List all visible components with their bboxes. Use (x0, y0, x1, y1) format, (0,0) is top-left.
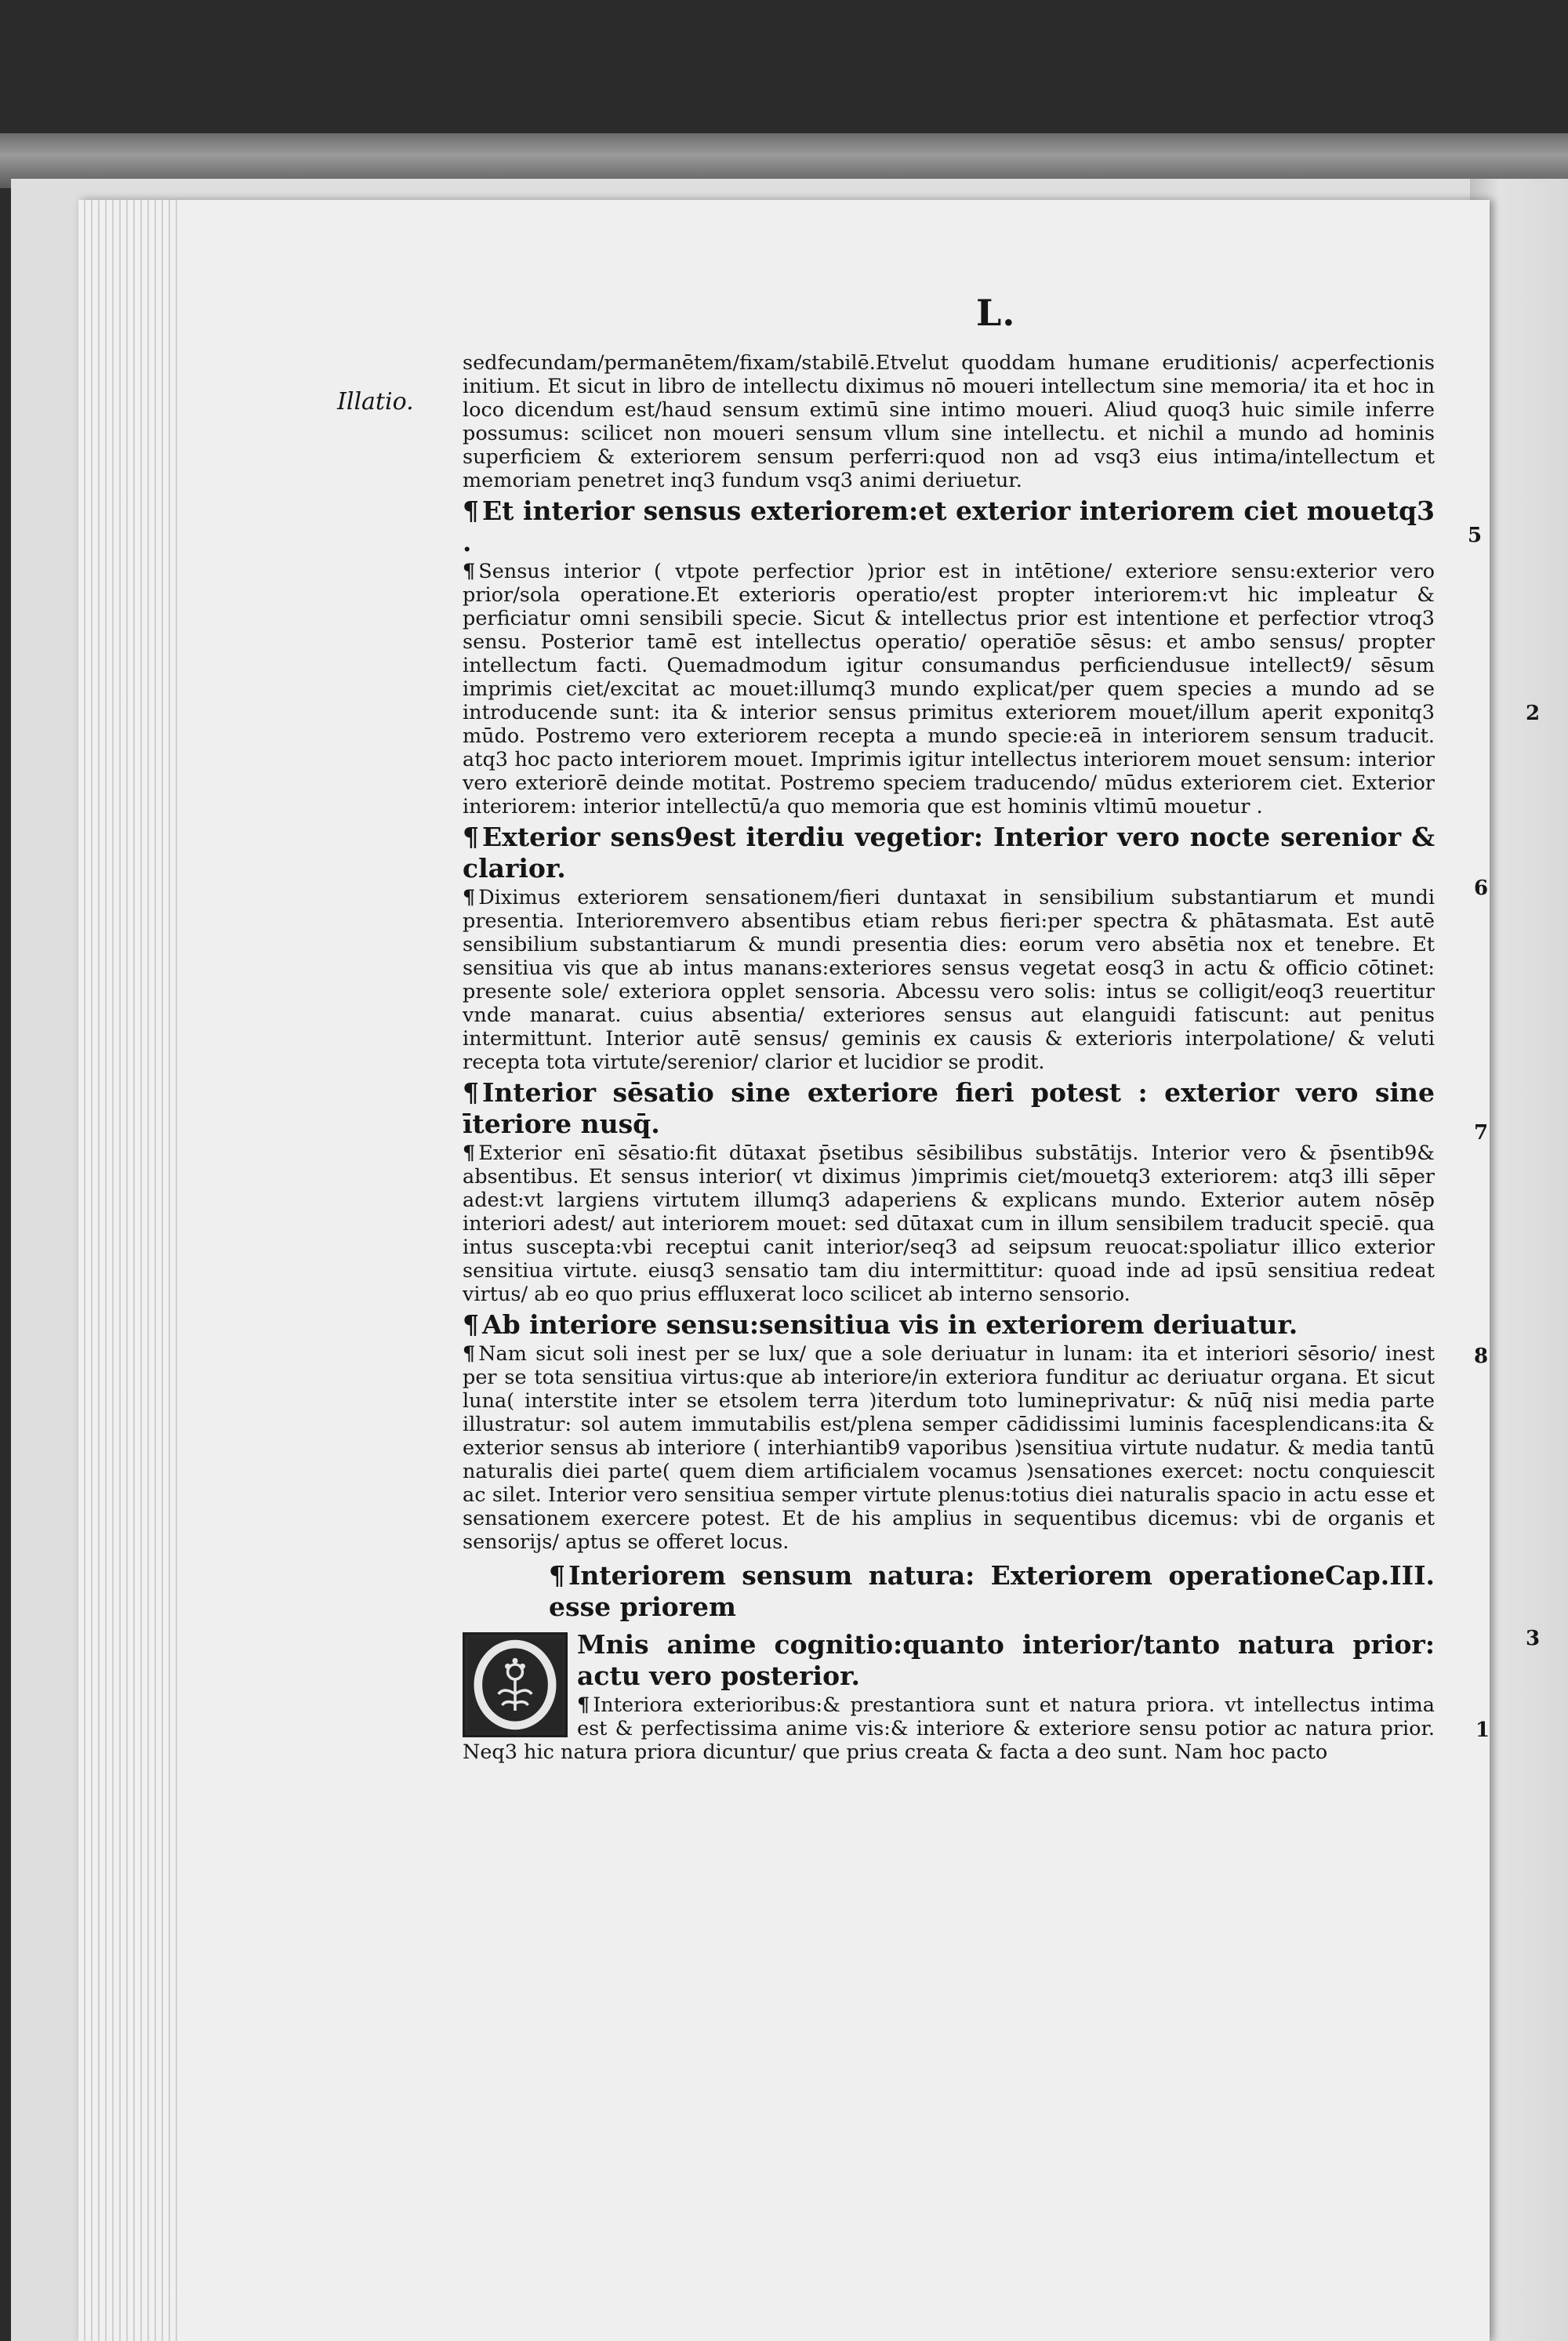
heading-1-text: Et interior sensus exteriorem:et exterior interiorem ciet mouetq3 . (463, 495, 1435, 557)
margin-number: 2 (1526, 702, 1541, 725)
paragraph-mark-icon: ¶ (463, 1141, 476, 1165)
paragraph-mark-icon: ¶ (549, 1560, 565, 1591)
paragraph-6 (463, 1693, 1435, 1764)
folio-number: L. (976, 292, 1016, 334)
paragraph-4 (463, 1141, 1435, 1306)
heading-3 (463, 1077, 1435, 1140)
paragraph-mark-icon: ¶ (463, 886, 476, 909)
chapter-title (549, 1560, 1325, 1623)
paragraph-mark-icon: ¶ (577, 1693, 590, 1717)
paragraph-5 (463, 1342, 1435, 1554)
margin-number: 5 (1468, 524, 1483, 547)
chapter-lead: Mnis anime cognitio:quanto interior/tanto natura prior: actu vero posterior. (577, 1629, 1435, 1691)
paragraph-5-text: Nam sicut soli inest per se lux/ que a sole deriuatur in lunam: ita et interiori sēsorio/ inest per se tota sensitiua virtus:que ab interiore/in exteriora funditur ac deriuatur organa. Et sicut luna( interstite inter se etsolem terra )iterdum toto lumineprivatur: & nūq̄ nisi media parte illustratur: sol autem immutabilis est/plena semper cādidissimi luminis facesplendicans:ita & exterior sensus ab interiore ( interhiantib9 vaporibus )sensitiua virtute nudatur. & media tantū naturalis diei parte( quem diem artificialem vocamus )sensationes exercet: noctu conquiescit ac silet. Interior vero sensitiua semper virtute plenus:totius diei naturalis spacio in actu esse et sensationem exercere potest. Et de his amplius in sequentibus dicemus: vbi de organis et sensorijs/ aptus se offeret locus. (463, 1342, 1435, 1554)
heading-3-text: Interior sēsatio sine exteriore fieri potest : exterior vero sine īteriore nusq̄. (463, 1077, 1435, 1139)
margin-number: 3 (1526, 1627, 1541, 1650)
paragraph-1: sedfecundam/permanētem/fixam/stabilē.Etvelut quoddam humane eruditionis/ acperfectionis initium. Et sicut in libro de intellectu diximus nō moueri intellectum sine memoria/ ita et hoc in loco dicendum est/haud sensum extimū sine intimo moueri. Aliud quoq3 huic simile inferre possumus: scilicet non moueri sensum vllum sine intellectu. et nichil a mundo ad hominis superficiem & exteriorem sensum perferri:quod non ad vsq3 eius intima/intellectum et memoriam penetret inq3 fundum vsq3 animi deriuetur. (463, 351, 1435, 492)
paragraph-3 (463, 886, 1435, 1074)
margin-number: 8 (1474, 1345, 1489, 1368)
page-edge-lines (78, 200, 180, 2341)
paragraph-mark-icon: ¶ (463, 560, 476, 583)
margin-number: 7 (1474, 1121, 1489, 1145)
heading-1 (463, 495, 1435, 558)
margin-number: 6 (1474, 877, 1489, 900)
paragraph-mark-icon: ¶ (463, 495, 479, 526)
chapter-opening (463, 1629, 1435, 1764)
paragraph-mark-icon: ¶ (463, 1077, 479, 1108)
heading-2-text: Exterior sens9est iterdiu vegetior: Interior vero nocte serenior & clarior. (463, 822, 1435, 884)
paragraph-3-text: Diximus exteriorem sensationem/fieri duntaxat in sensibilium substantiarum et mundi presentia. Interioremvero absentibus etiam rebus fieri:per spectra & phātasmata. Est autē sensibilium substantiarum & mundi presentia dies: eorum vero absētia nox et tenebre. Et sensitiua vis que ab intus manans:exteriores sensus vegetat eosq3 in actu & officio cōtinet: presente sole/ exteriora opplet sensoria. Abcessu vero solis: intus se colligit/eoq3 reuertitur vnde manarat. cuius absentia/ exteriores sensus aut elanguidi fatiscunt: aut penitus intermittunt. Interior autē sensus/ geminis ex causis & exterioris interpolatione/ & veluti recepta tota virtute/serenior/ clarior et lucidior se prodit. (463, 886, 1435, 1074)
heading-4-text: Ab interiore sensu:sensitiua vis in exteriorem deriuatur. (482, 1309, 1298, 1340)
margin-number: 1 (1475, 1719, 1490, 1742)
paragraph-mark-icon: ¶ (463, 822, 479, 852)
paragraph-6-text: Interiora exterioribus:& prestantiora sunt et natura priora. vt intellectus intima est & perfectissima anime vis:& interiore & exteriore sensu potior ac natura prior. Neq3 hic natura priora dicuntur/ que prius creata & facta a deo sunt. Nam hoc pacto (463, 1693, 1435, 1764)
paragraph-2-text: Sensus interior ( vtpote perfectior )prior est in intētione/ exteriore sensu:exterior vero prior/sola operatione.Et exterioris operatio/est propter interiorem:vt hic impleatur & perficiatur omni sensibili specie. Sicut & intellectus prior est intentione et perfectior vtroq3 sensu. Posterior tamē est intellectus operatio/ operatiōe sēsus: et ambo sensus/ propter intellectum facti. Quemadmodum igitur consumandus perficiendusue intellect9/ sēsum imprimis ciet/excitat ac mouet:illumq3 mundo explicat/per quem species a mundo ad se introducende sunt: ita & interior sensus primitus exteriorem mouet/illum aperit exponitq3 mūdo. Postremo vero exteriorem recepta a mundo specie:eā in interiorem sensum traducit. atq3 hoc pacto interiorem mouet. Imprimis igitur intellectus interiorem mouet sensum: interior vero exteriorē deinde motitat. Postremo speciem traducendo/ mūdus exteriorem ciet. Exterior interiorem: interior intellectū/a quo memoria que est hominis vltimū mouetur . (463, 560, 1435, 818)
paragraph-mark-icon: ¶ (463, 1309, 479, 1340)
paragraph-4-text: Exterior enī sēsatio:fit dūtaxat p̄setibus sēsibilibus substātijs. Interior vero & p̄sentib9& absentibus. Et sensus interior( vt diximus )imprimis ciet/mouetq3 exteriorem: atq3 illi sēper adest:vt largiens virtutem illumq3 adaperiens & explicans mundo. Exterior autem nōsēp interiori adest/ aut interiorem mouet: sed dūtaxat cum in illum sensibilem traducit speciē. qua intus suscepta:vbi receptui canit interior/seq3 ad seipsum reuocat:spoliatur illico exterior sensitiua virtute. eiusq3 sensatio tam diu intermittitur: quoad inde ad ipsū sensitiua redeat virtus/ ab eo quo prius effluxerat loco scilicet ab interno sensorio. (463, 1141, 1435, 1306)
paragraph-2 (463, 560, 1435, 818)
main-text-block (463, 351, 1435, 1766)
margin-note: Illatio. (337, 388, 414, 416)
decorated-initial-o-icon (463, 1632, 568, 1737)
heading-2 (463, 822, 1435, 884)
chapter-title-text: Interiorem sensum natura: Exteriorem operatione esse priorem (549, 1560, 1325, 1622)
heading-4 (463, 1309, 1435, 1341)
chapter-heading (463, 1560, 1435, 1623)
chapter-label: Cap.III. (1324, 1560, 1435, 1591)
paragraph-mark-icon: ¶ (463, 1342, 476, 1366)
